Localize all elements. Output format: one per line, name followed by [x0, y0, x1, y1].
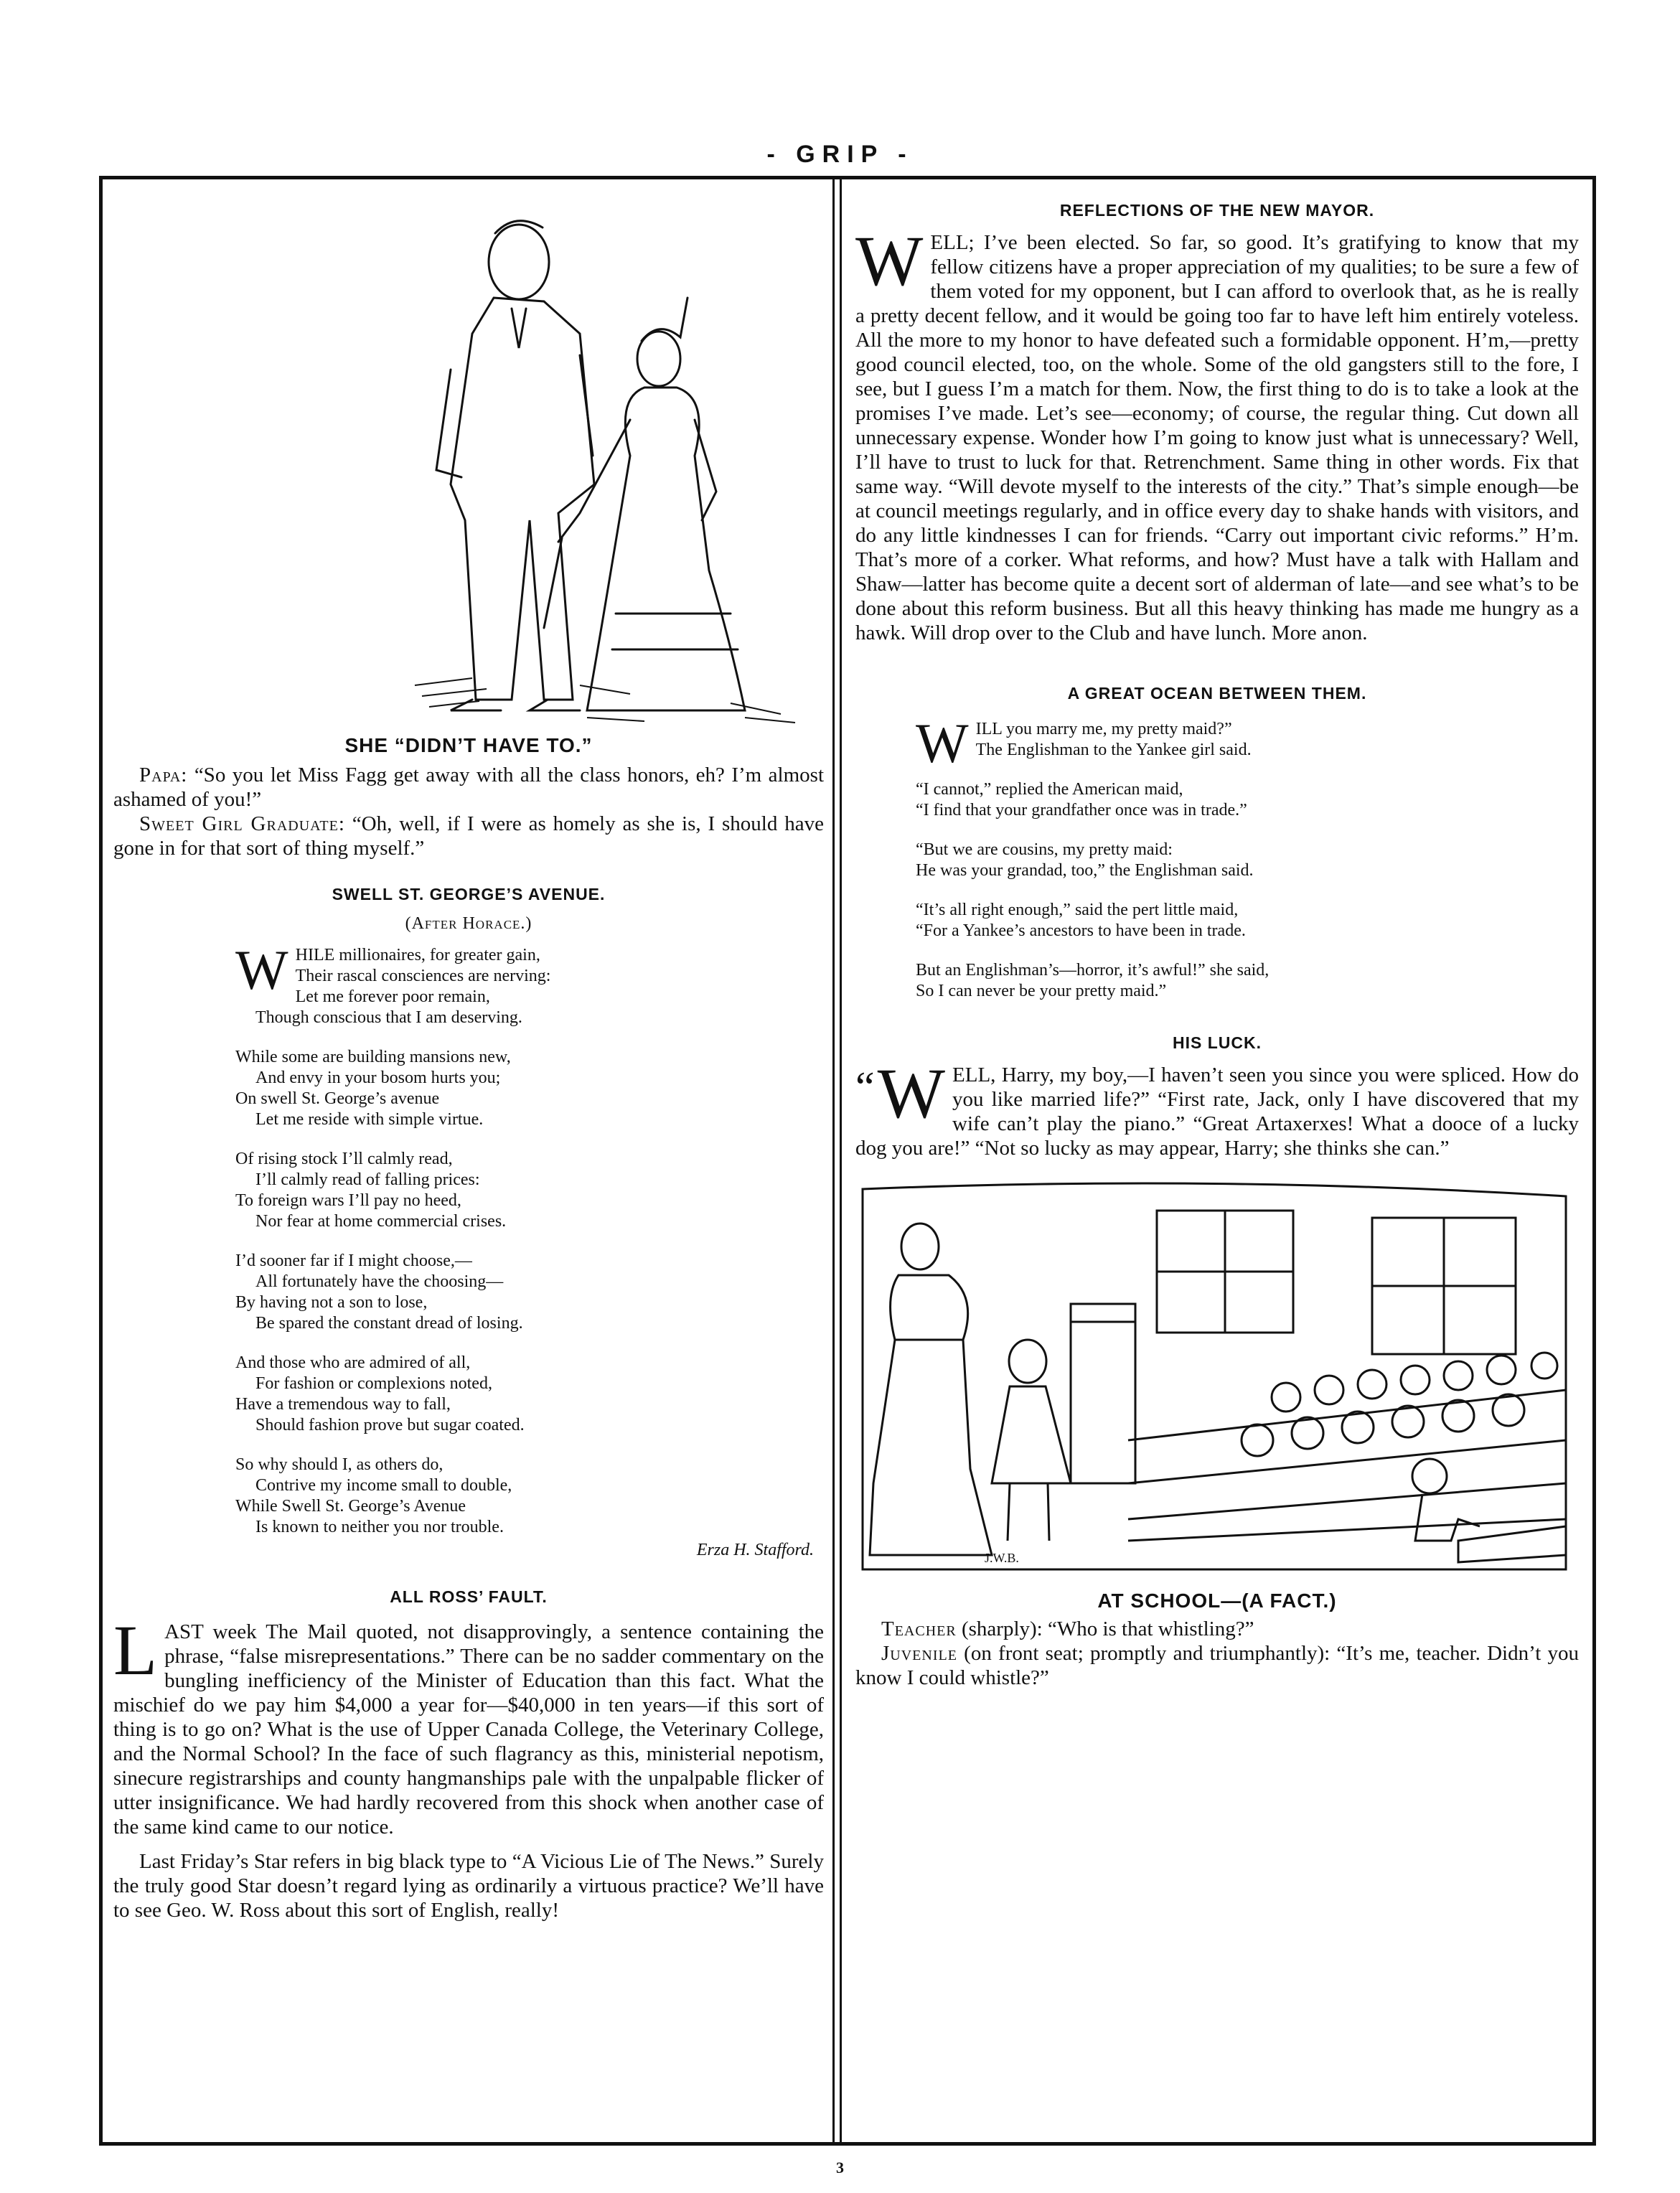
poem-line: So I can never be your pretty maid.”	[916, 982, 1167, 1000]
poem-stanza	[235, 1149, 781, 1232]
speaker-juvenile: Juvenile	[881, 1642, 957, 1665]
poem-line: Let me forever poor remain,	[295, 987, 490, 1006]
masthead: - GRIP -	[766, 141, 914, 168]
poem-line: On swell St. George’s avenue	[235, 1089, 440, 1108]
ocean-stanza	[916, 960, 1547, 1002]
ross-paragraph-2: Last Friday’s Star refers in big black type to “A Vicious Lie of The News.” Surely the truly good Star doesn’t regard lying as ordinarily a virtuous practice? We’ll have to see Geo. W. Ross about this sort of English, really!	[113, 1850, 824, 1922]
ross-paragraph-1: AST week The Mail quoted, not disapprovingly, a sentence containing the phrase, “false misrepresentations.” There can be no sadder commentary on the bungling inefficiency of the Minister of Education than this fact. What the mischief do we pay him $4,000 a year for—$40,000 in ten years—if this sort of thing is to go on? What is the use of Upper Canada College, the Veterinary College, and the Normal School? In the face of such flagrancy as this, ministerial nepotism, sinecure registrarships and county hangmanships pale with the unpalpable flicker of utter insignificance. We had hardly recovered from this shock when another case of the same kind came to our notice.	[113, 1620, 824, 1839]
poem-line: “But we are cousins, my pretty maid:	[916, 840, 1173, 859]
teacher-line: (sharply): “Who is that whistling?”	[961, 1617, 1254, 1640]
juvenile-line: (on front seat; promptly and triumphantly): “It’s me, teacher. Didn’t you know I could whistle?”	[855, 1642, 1579, 1689]
poem-line: And envy in your bosom hurts you;	[255, 1069, 501, 1087]
poem-line: While Swell St. George’s Avenue	[235, 1497, 466, 1516]
ocean-title: A GREAT OCEAN BETWEEN THEM.	[1067, 684, 1367, 703]
poem-stanza	[235, 1353, 781, 1436]
poem-stanza	[235, 1455, 781, 1538]
cartoon-dialogue	[113, 763, 824, 860]
poem-subtitle: (After Horace.)	[405, 914, 532, 933]
poem-line: While some are building mansions new,	[235, 1048, 511, 1066]
ross-title: ALL ROSS’ FAULT.	[390, 1587, 548, 1606]
poem-signature: Erza H. Stafford.	[696, 1541, 814, 1559]
poem-line: “For a Yankee’s ancestors to have been in trade.	[916, 921, 1246, 940]
poem-line: But an Englishman’s—horror, it’s awful!” she said,	[916, 961, 1270, 980]
poem-line: Let me reside with simple virtue.	[255, 1110, 484, 1129]
poem-stanza	[235, 939, 781, 1028]
mayor-title: REFLECTIONS OF THE NEW MAYOR.	[1059, 201, 1375, 220]
luck-title: HIS LUCK.	[1173, 1033, 1262, 1052]
speaker-papa: Papa:	[139, 764, 188, 786]
poem-line: Have a tremendous way to fall,	[235, 1395, 451, 1414]
poem-line: “It’s all right enough,” said the pert little maid,	[916, 901, 1239, 919]
poem-body	[235, 939, 781, 1538]
school-title: AT SCHOOL—(A FACT.)	[1097, 1589, 1337, 1612]
mayor-article	[855, 221, 1579, 645]
ocean-stanza	[916, 712, 1547, 774]
papa-and-graduate-illustration	[113, 183, 824, 728]
poem-line: I’d sooner far if I might choose,—	[235, 1252, 472, 1270]
page-number: 3	[836, 2159, 844, 2176]
left-column	[113, 183, 824, 1922]
mayor-paragraph: ELL; I’ve been elected. So far, so good. It’s gratifying to know that my fellow citizens have a proper appreciation of my qualities; to be sure a few of them voted for my opponent, but I can afford to overlook that, as he is really a pretty decent fellow, and it would be going too far to have left him entirely voteless. All the more to my honor to have defeated such a formidable opponent. H’m,—pretty good council elected, too, on the whole. Some of the old gangsters still to the fore, I see, but I guess I’m a match for them. Now, the first thing to do is to take a look at the promises I’ve made. Let’s see—economy; of course, the regular thing. Cut down all unnecessary expense. Wonder how I’m going to know just what is unnecessary? Well, I’ll have to trust to luck for that. Retrenchment. Same thing in other words. Fix that same way. “Will devote myself to the interests of the city.” That’s simple enough—be at council meetings regularly, and in office every day to shake hands with visitors, and do any little kindnesses I can for friends. “Carry out important civic reforms.” H’m. That’s more of a corker. What reforms, and how? Must have a talk with Hallam and Shaw—latter has become quite a decent sort of alderman of late—and see what’s to be done about this reform business. But all this heavy thinking has made me hungry as a hawk. Will drop over to the Club and have lunch. More anon.	[855, 231, 1579, 644]
ocean-stanza	[916, 900, 1547, 941]
poem-line: Though conscious that I am deserving.	[255, 1008, 522, 1027]
poem-line: And those who are admired of all,	[235, 1353, 471, 1372]
ocean-stanza	[916, 779, 1547, 821]
speaker-graduate: Sweet Girl Graduate:	[139, 812, 345, 835]
ocean-drop-cap: W	[916, 712, 969, 774]
poem-line: So why should I, as others do,	[235, 1455, 444, 1474]
ocean-stanza	[916, 840, 1547, 881]
luck-article	[855, 1053, 1579, 1160]
column-divider-inner	[840, 183, 841, 2138]
poem-line: Of rising stock I’ll calmly read,	[235, 1150, 453, 1168]
poem-line: Should fashion prove but sugar coated.	[255, 1416, 525, 1434]
graduate-line: “Oh, well, if I were as homely as she is, I should have gone in for that sort of thing myself.”	[113, 812, 824, 860]
ross-article	[113, 1610, 824, 1922]
poem-stanza	[235, 1251, 781, 1334]
column-divider	[832, 176, 835, 2146]
poem-line: All fortunately have the choosing—	[255, 1272, 504, 1291]
poem-line: Contrive my income small to double,	[255, 1476, 512, 1495]
papa-line: “So you let Miss Fagg get away with all the class honors, eh? I’m almost ashamed of you!”	[113, 764, 825, 811]
poem-line: I’ll calmly read of falling prices:	[255, 1170, 480, 1189]
ocean-poem	[916, 712, 1547, 1002]
school-artist-mark: J.W.B.	[985, 1551, 1019, 1565]
speaker-teacher: Teacher	[881, 1617, 957, 1640]
poem-line: Is known to neither you nor trouble.	[255, 1518, 504, 1536]
poem-line: Be spared the constant dread of losing.	[255, 1314, 523, 1333]
poem-line: “I find that your grandfather once was in trade.”	[916, 801, 1247, 820]
poem-title: SWELL ST. GEORGE’S AVENUE.	[332, 885, 606, 903]
poem-line: Their rascal consciences are nerving:	[295, 967, 551, 985]
luck-open-quote: “	[855, 1063, 875, 1111]
poem-line: He was your grandad, too,” the Englishman said.	[916, 861, 1254, 880]
poem-line: Nor fear at home commercial crises.	[255, 1212, 507, 1231]
cartoon-title: SHE “DIDN’T HAVE TO.”	[344, 734, 593, 756]
poem-stanza	[235, 1047, 781, 1130]
poem-line: To foreign wars I’ll pay no heed,	[235, 1191, 461, 1210]
school-dialogue	[855, 1617, 1579, 1690]
right-column	[855, 201, 1579, 1690]
ross-drop-cap: L	[113, 1610, 158, 1690]
poem-line: HILE millionaires, for greater gain,	[295, 946, 540, 964]
mayor-drop-cap: W	[855, 221, 924, 301]
poem-drop-cap: W	[235, 939, 288, 1001]
poem-line: The Englishman to the Yankee girl said.	[975, 741, 1252, 759]
poem-line: By having not a son to lose,	[235, 1293, 428, 1312]
poem-line: “I cannot,” replied the American maid,	[916, 780, 1183, 799]
luck-paragraph: ELL, Harry, my boy,—I haven’t seen you since you were spliced. How do you like married life?” “First rate, Jack, only I have discovered that my wife can’t play the piano.” “Great Artaxerxes! What a dooce of a lucky dog you are!” “Not so lucky as may appear, Harry; she thinks she can.”	[855, 1063, 1579, 1160]
poem-line: ILL you marry me, my pretty maid?”	[975, 720, 1232, 738]
luck-drop-cap: W	[877, 1053, 946, 1133]
school-illustration	[855, 1182, 1573, 1584]
poem-line: For fashion or complexions noted,	[255, 1374, 492, 1393]
